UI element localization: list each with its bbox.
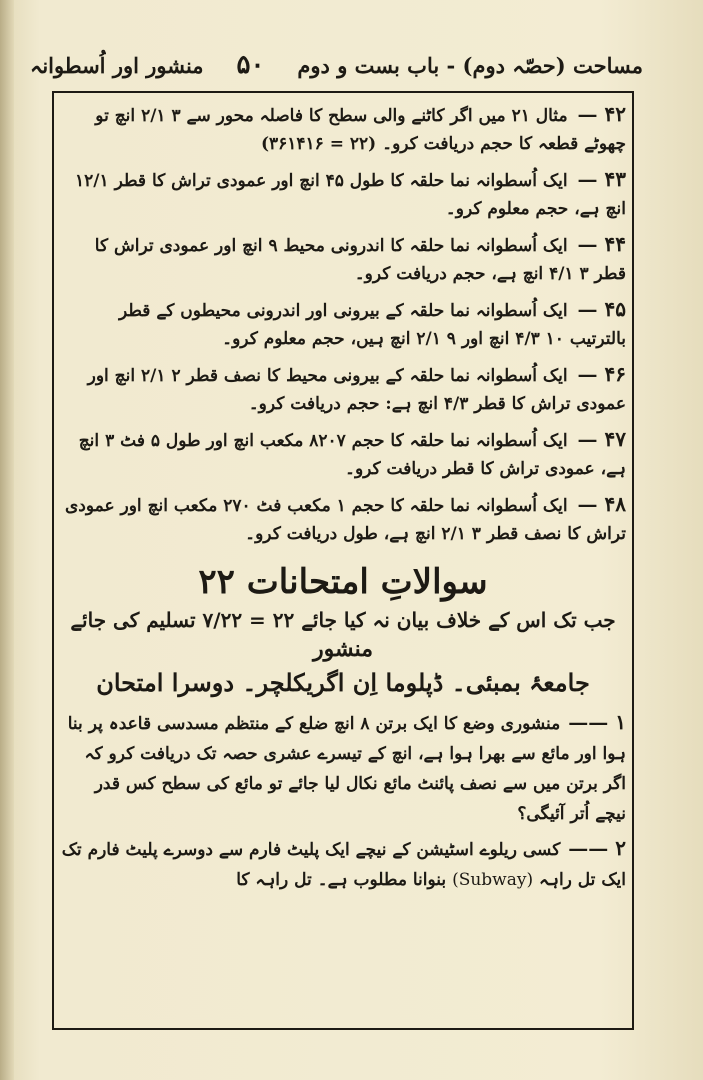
exercise-text: ایک اُسطوانہ نما حلقہ کا طول ۴۵ انچ اور عمودی تراش کا قطر ۱۲/۱ انچ ہے، حجم معلوم کرو۔ bbox=[75, 171, 626, 219]
exercise-text: مثال ۲۱ میں اگر کاٹنے والی سطح کا فاصلہ محور سے ۳ ۲/۱ انچ تو چھوٹے قطعہ کا حجم دریافت کرو۔ (۲۲ = ۳۶۱۴۱۶) bbox=[95, 106, 626, 154]
running-header bbox=[30, 40, 643, 90]
question-text: کسی ریلوے اسٹیشن کے نیچے ایک پلیٹ فارم سے دوسرے پلیٹ فارم تک ایک تل راہہ bbox=[61, 840, 626, 890]
exercise-number: ۴۶ — bbox=[577, 362, 626, 386]
section-title: سوالاتِ امتحانات ۲۲ bbox=[198, 562, 488, 602]
exercise-item bbox=[60, 100, 626, 158]
header-chapter-title: مساحت (حصّہ دوم) - باب بست و دوم bbox=[297, 52, 643, 78]
exercise-text: ایک اُسطوانہ نما حلقہ کا حجم ۱ مکعب فٹ ۲۷۰ مکعب انچ اور عمودی تراش کا نصف قطر ۳ ۲/۱ انچ ہے، طول دریافت کرو۔ bbox=[64, 496, 626, 544]
question-text: منشوری وضع کا ایک برتن ۸ انچ ضلع کے منتظم مسدسی قاعدہ پر بنا ہوا اور مائع سے بھرا ہوا ہے، انچ کے تیسرے عشری حصہ تک دریافت کرو کہ اگر برتن میں سے نصف پائنٹ مائع نکال لیا جائے تو مائع کی سطح کس قدر نیچے اُتر آئیگی؟ bbox=[67, 714, 626, 824]
exercise-item bbox=[60, 425, 626, 483]
question-text-continued: بنوانا مطلوب ہے۔ تل راہہ کا bbox=[236, 870, 447, 890]
exercise-item bbox=[60, 165, 626, 223]
assumption-note: جب تک اس کے خلاف بیان نہ کیا جائے ۲۲ = ۷/۲۲ تسلیم کی جائے bbox=[70, 608, 616, 632]
page-number: ۵۰ bbox=[236, 50, 265, 80]
exercise-number: ۴۲ — bbox=[577, 102, 626, 126]
question-item bbox=[60, 707, 626, 829]
exercise-item bbox=[60, 490, 626, 548]
question-number: ۲ —— bbox=[568, 836, 626, 860]
exercise-number: ۴۴ — bbox=[577, 232, 626, 256]
exercise-item bbox=[60, 295, 626, 353]
question-item bbox=[60, 833, 626, 895]
exercise-text: ایک اُسطوانہ نما حلقہ کے بیرونی اور اندرونی محیطوں کے قطر بالترتیب ۱۰ ۴/۳ انچ اور ۹ ۲/۱ انچ ہیں، حجم معلوم کرو۔ bbox=[118, 301, 626, 349]
exercise-text: ایک اُسطوانہ نما حلقہ کا اندرونی محیط ۹ انچ اور عمودی تراش کا قطر ۳ ۴/۱ انچ ہے، حجم دریافت کرو۔ bbox=[94, 236, 626, 284]
exam-heading: جامعۂ بمبئی۔ ڈپلوما اِن اگریکلچر۔ دوسرا امتحان bbox=[96, 668, 590, 697]
exercise-number: ۴۸ — bbox=[577, 492, 626, 516]
exercise-number: ۴۳ — bbox=[577, 167, 626, 191]
question-number: ۱ —— bbox=[568, 710, 626, 734]
exercise-item bbox=[60, 360, 626, 418]
question-latin-term: (Subway) bbox=[452, 870, 534, 890]
exercise-number: ۴۵ — bbox=[577, 297, 626, 321]
exercise-item bbox=[60, 230, 626, 288]
exercise-number: ۴۷ — bbox=[577, 427, 626, 451]
page-content bbox=[60, 100, 626, 1025]
exercise-text: ایک اُسطوانہ نما حلقہ کے بیرونی محیط کا نصف قطر ۲ ۲/۱ انچ اور عمودی تراش کا قطر ۴/۳ انچ ہے: حجم دریافت کرو۔ bbox=[87, 366, 626, 414]
subheading: منشور bbox=[312, 636, 374, 662]
exercise-text: ایک اُسطوانہ نما حلقہ کا حجم ۸۲۰۷ مکعب انچ اور طول ۵ فٹ ۳ انچ ہے، عمودی تراش کا قطر دریافت کرو۔ bbox=[78, 431, 626, 479]
page-spine-shadow bbox=[0, 0, 14, 1080]
header-topic-title: منشور اور اُسطوانہ bbox=[30, 52, 204, 78]
